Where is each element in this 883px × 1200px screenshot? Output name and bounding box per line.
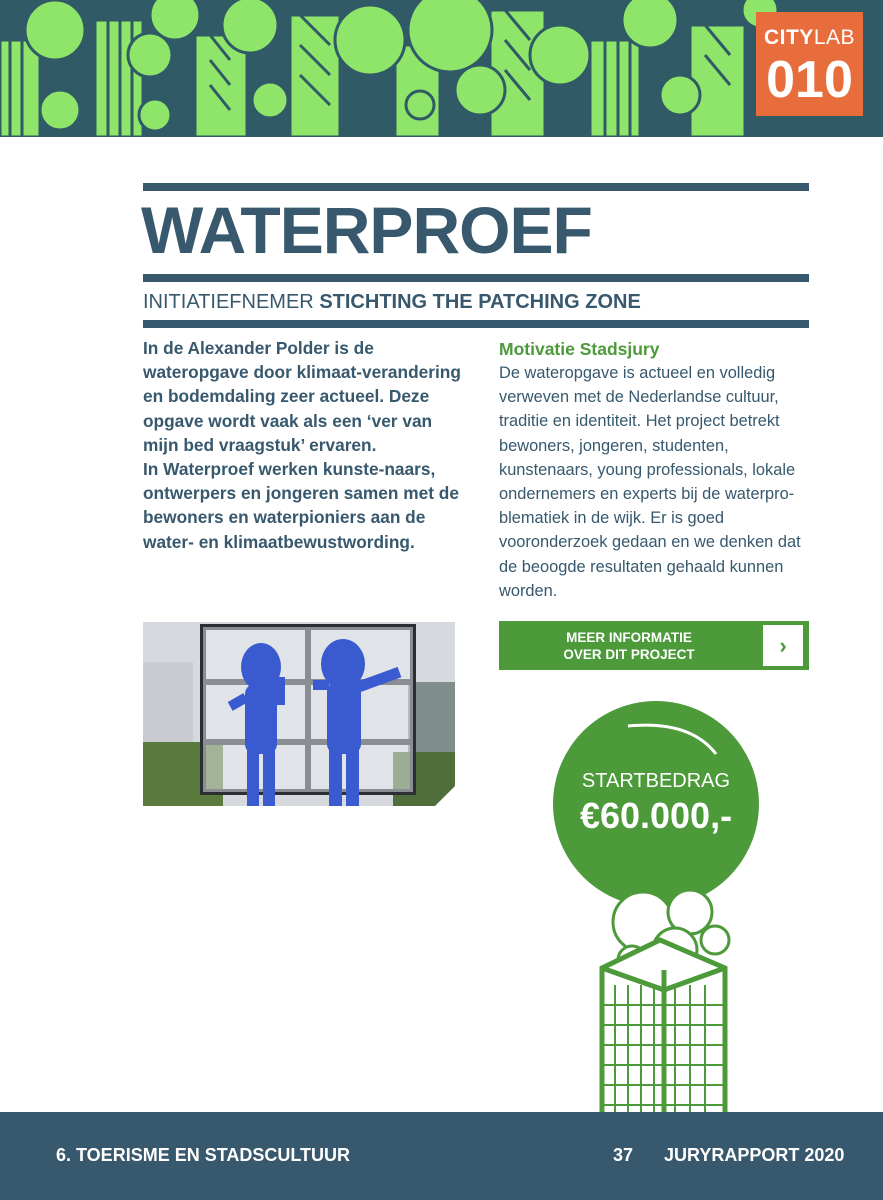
more-info-line-2: OVER DIT PROJECT [563, 646, 695, 662]
photo-performers-graphic [143, 622, 455, 806]
page-title: WATERPROEF [141, 193, 592, 267]
more-info-button[interactable] [499, 621, 809, 670]
intro-paragraph-1: In de Alexander Polder is de wateropgave door klimaat-verandering en bodemdaling zeer actueel. Deze opgave wordt vaak als een ‘ver van mijn bed vraagstuk’ ervaren. [143, 338, 461, 455]
intro-paragraph-2: In Waterproef werken kunste-naars, ontwerpers en jongeren samen met de bewoners en waterpioniers aan de water- en klimaatbewustwording. [143, 459, 459, 552]
title-bottom-rule [143, 274, 809, 282]
motivation-heading: Motivatie Stadsjury [499, 339, 660, 359]
more-info-label [499, 629, 759, 663]
header-pattern-graphic [0, 0, 883, 137]
header-banner [0, 0, 883, 137]
initiator-rule [143, 320, 809, 328]
chevron-right-icon[interactable]: › [763, 625, 803, 666]
title-top-rule [143, 183, 809, 191]
more-info-line-1: MEER INFORMATIE [566, 629, 692, 645]
logo-wordmark [756, 26, 863, 50]
startbedrag-amount: €60.000,- [579, 795, 733, 836]
citylab-logo [756, 12, 863, 116]
logo-lab: LAB [813, 26, 856, 49]
motivation-body: De wateropgave is actueel en volledig verweven met de Nederlandse cultuur, traditie en identiteit. Het project betrekt bewoners, jongeren, studenten, kunstenaars, young professionals, lokale ondernemers en experts bij de waterpro-blematiek in de wijk. Er is goed vooronderzoek gedaan en we denken dat de beoogde resultaten gehaald kunnen worden. [499, 364, 801, 600]
intro-text [143, 336, 463, 554]
footer-report-title: JURYRAPPORT 2020 [664, 1145, 845, 1165]
logo-city: CITY [763, 26, 814, 49]
footer-page-number: 37 [613, 1145, 634, 1165]
logo-number: 010 [766, 51, 853, 109]
startbedrag-graphic [540, 700, 820, 1120]
page-footer [0, 1112, 883, 1200]
initiator-label: INITIATIEFNEMER [143, 291, 314, 313]
initiator-name: STICHTING THE PATCHING ZONE [319, 291, 641, 313]
footer-section: 6. TOERISME EN STADSCULTUUR [56, 1145, 351, 1165]
project-photo [143, 622, 455, 806]
startbedrag-label: STARTBEDRAG [581, 770, 731, 792]
initiator-line [143, 289, 641, 315]
